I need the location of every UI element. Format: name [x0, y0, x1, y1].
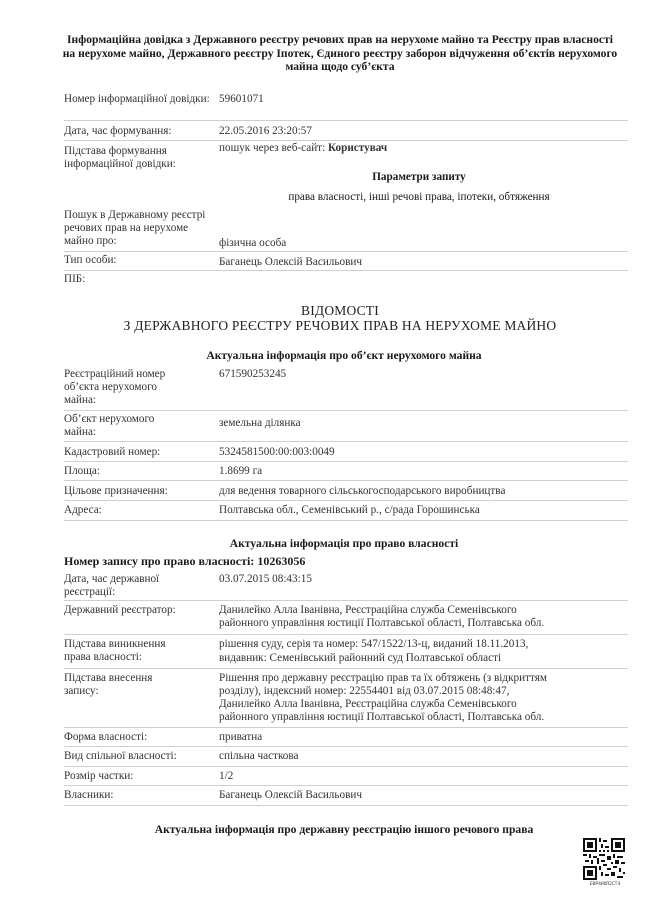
divider — [64, 461, 628, 462]
request-basis-value — [219, 142, 619, 155]
entry-basis-label: Підстава внесення запису: — [64, 672, 153, 697]
registrar-line2: районного управління юстиції Полтавської області, Полтавська обл. — [219, 617, 545, 629]
params-value: права власності, інші речові права, іпотеки, обтяження — [288, 191, 550, 203]
cadastral-label: Кадастровий номер: — [64, 446, 161, 458]
share-label: Розмір частки: — [64, 770, 134, 782]
object-label: Об’єкт нерухомого майна: — [64, 413, 155, 438]
divider — [64, 785, 628, 786]
record-number: Номер запису про право власності: 10263056 — [64, 554, 306, 568]
form-value: приватна — [219, 731, 263, 743]
divider — [64, 251, 628, 252]
entry-line1: Рішення про державну реєстрацію прав та їх обтяжень (з відкриттям — [219, 672, 547, 684]
divider — [64, 600, 628, 601]
object-section-title: Актуальна інформація про об’єкт нерухомого майна — [206, 349, 482, 362]
origin-line1: рішення суду, серія та номер: 547/1522/13-ц, виданий 18.11.2013, — [219, 638, 529, 650]
area-value: 1.8699 га — [219, 465, 263, 477]
entry-line2: розділу), індексний номер: 22554401 від 03.07.2015 08:48:47, — [219, 685, 510, 697]
divider — [64, 634, 628, 635]
address-label: Адреса: — [64, 504, 102, 516]
origin-label: Підстава виникнення права власності: — [64, 638, 166, 663]
registrar-line1: Данилейко Алла Іванівна, Реєстраційна служба Семенівського — [219, 604, 517, 616]
divider — [64, 441, 628, 442]
reg-number-value: 671590253245 — [219, 368, 287, 380]
main-title-line2: З ДЕРЖАВНОГО РЕЄСТРУ РЕЧОВИХ ПРАВ НА НЕРУХОМЕ МАЙНО — [123, 318, 557, 333]
share-value: 1/2 — [219, 770, 234, 782]
main-title-line1: ВІДОМОСТІ — [301, 303, 379, 318]
person-type-label: Тип особи: — [64, 254, 117, 266]
pib-label: ПІБ: — [64, 273, 86, 285]
joint-label: Вид спільної власності: — [64, 750, 177, 762]
document-header: Інформаційна довідка з Державного реєстру речових прав на нерухоме майно та Реєстру прав власності на нерухоме майно, Державного реєстру Іпотек, Єдиного реєстру заборон відчуження об’єктів нерухомого майна щодо суб’єкта — [62, 33, 618, 73]
divider — [64, 480, 628, 481]
search-value: фізична особа — [219, 237, 287, 249]
purpose-value: для ведення товарного сільськогосподарського виробництва — [219, 485, 506, 497]
reg-number-label: Реєстраційний номер об’єкта нерухомого майна: — [64, 368, 166, 406]
registrar-label: Державний реєстратор: — [64, 604, 176, 616]
divider — [64, 727, 628, 728]
divider — [64, 520, 628, 521]
joint-value: спільна часткова — [219, 750, 299, 762]
request-datetime-label: Дата, час формування: — [64, 125, 172, 137]
request-number-value: 59601071 — [219, 93, 264, 105]
divider — [64, 766, 628, 767]
area-label: Площа: — [64, 465, 100, 477]
reg-datetime-value: 03.07.2015 08:43:15 — [219, 573, 312, 585]
other-rights-section-title: Актуальна інформація про державну реєстрацію іншого речового права — [154, 823, 534, 836]
divider — [64, 270, 628, 271]
form-label: Форма власності: — [64, 731, 148, 743]
qr-code — [583, 838, 625, 880]
purpose-label: Цільове призначення: — [64, 485, 168, 497]
request-basis-label: Підстава формування інформаційної довідки: — [64, 145, 176, 170]
request-basis-text: пошук через веб-сайт: — [219, 142, 326, 154]
object-value: земельна ділянка — [219, 417, 301, 429]
divider — [64, 805, 628, 806]
divider — [64, 746, 628, 747]
search-label: Пошук в Державному реєстрі речових прав на нерухоме майно про: — [64, 209, 206, 247]
divider — [64, 140, 628, 141]
request-datetime-value: 22.05.2016 23:20:57 — [219, 125, 312, 137]
cadastral-value: 5324581500:00:003:0049 — [219, 446, 335, 458]
person-type-value: Баганець Олексій Васильович — [219, 256, 362, 268]
divider — [64, 500, 628, 501]
origin-line2: видавник: Семенівський районний суд Полтавської області — [219, 652, 502, 664]
owners-value: Баганець Олексій Васильович — [219, 789, 362, 801]
ownership-section-title: Актуальна інформація про право власності — [229, 537, 459, 550]
entry-line3: Данилейко Алла Іванівна, Реєстраційна служба Семенівського — [219, 698, 517, 710]
params-title: Параметри запиту — [372, 171, 466, 183]
qr-code-icon — [583, 838, 625, 880]
divider — [64, 410, 628, 411]
request-basis-user: Користувач — [327, 142, 388, 154]
divider — [64, 668, 628, 669]
request-number-label: Номер інформаційної довідки: — [64, 93, 210, 105]
qr-code-text: ЕВР4НОП2СТ4 — [589, 882, 621, 887]
address-value: Полтавська обл., Семенівський р., с/рада Горошинська — [219, 504, 480, 516]
owners-label: Власники: — [64, 789, 114, 801]
entry-line4: районного управління юстиції Полтавської області, Полтавська обл. — [219, 711, 545, 723]
reg-datetime-label: Дата, час державної реєстрації: — [64, 573, 160, 598]
divider — [64, 120, 628, 121]
